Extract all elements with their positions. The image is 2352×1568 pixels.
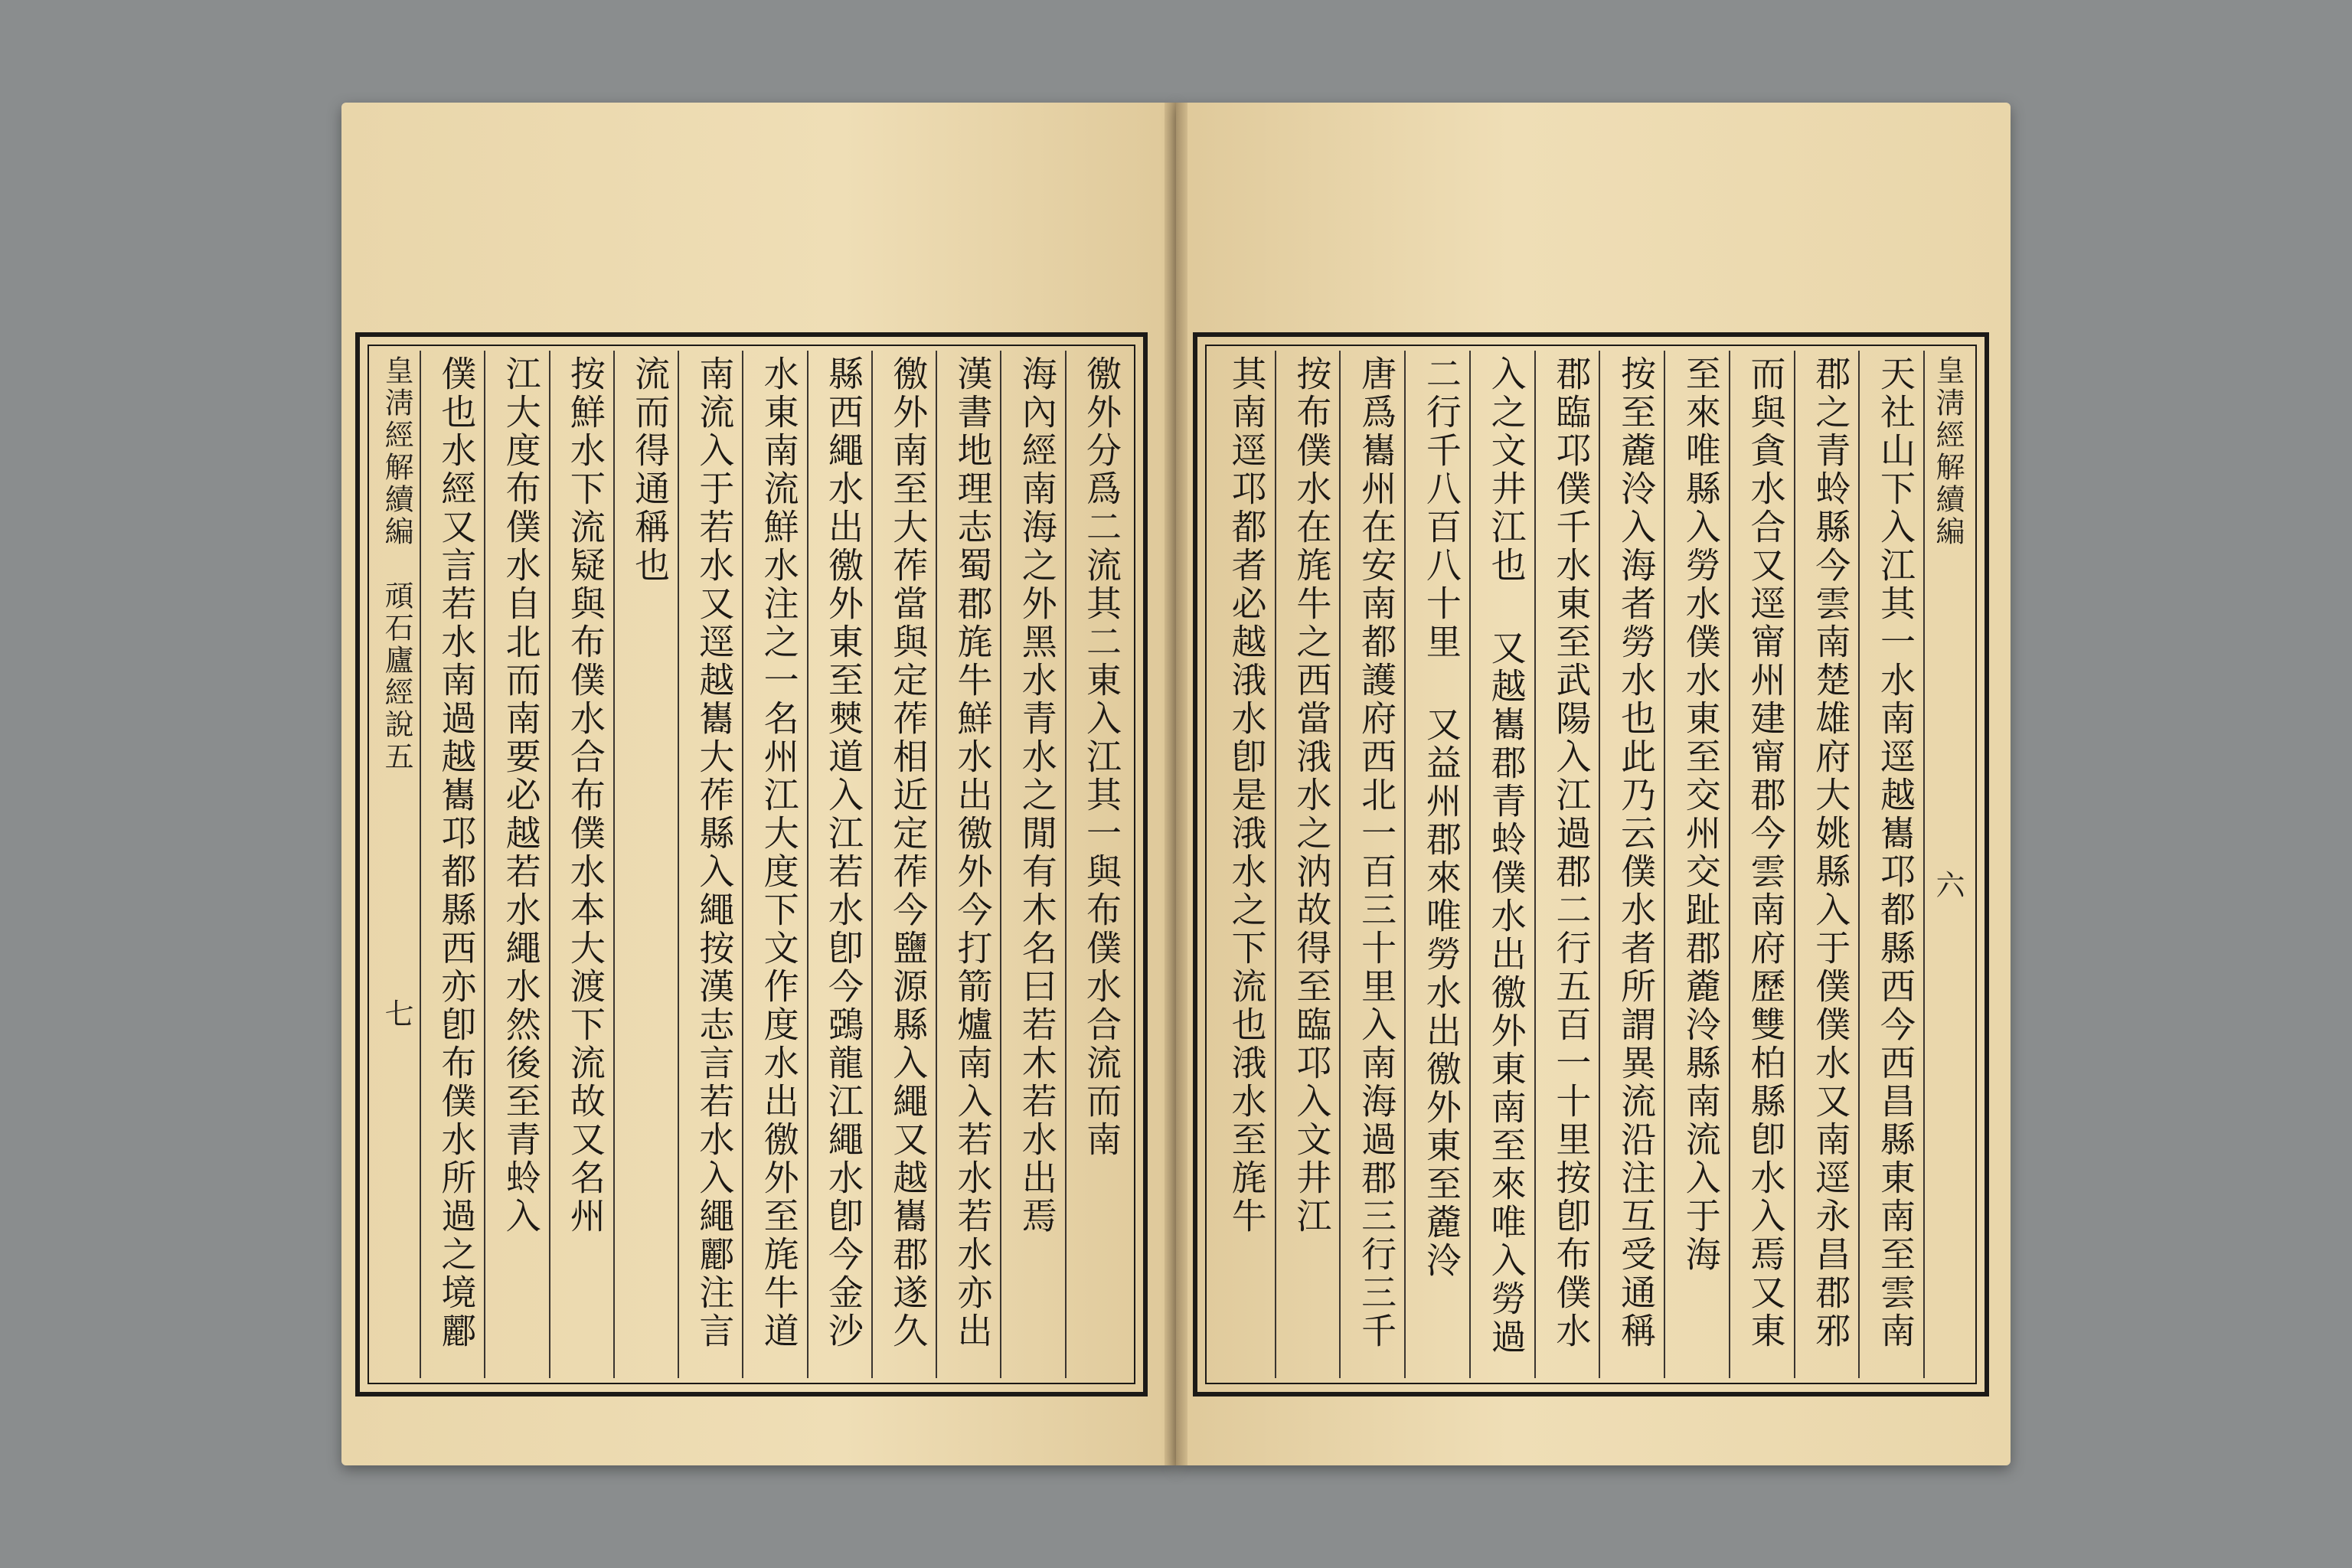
text-column: 徼外南至大莋當與定莋相近定莋今鹽源縣入繩又越巂郡遂久 — [871, 351, 936, 1378]
text-column: 至來唯縣入勞水僕水東至交州交趾郡麊泠縣南流入于海 — [1664, 351, 1729, 1378]
text-column: 江大度布僕水自北而南要必越若水繩水然後至青蛉入 — [484, 351, 548, 1378]
text-column: 天社山下入江其一水南逕越巂邛都縣西今西昌縣東南至雲南 — [1858, 351, 1923, 1378]
text-column: 縣西繩水出徼外東至僰道入江若水卽今鵶龍江繩水卽今金沙 — [807, 351, 871, 1378]
text-column: 二行千八百八十里 又益州郡來唯勞水出徼外東至麊泠 — [1404, 351, 1469, 1378]
text-column: 而與貪水合又逕甯州建甯郡今雲南府歷雙柏縣卽水入焉又東 — [1729, 351, 1794, 1378]
open-book — [341, 89, 2011, 1467]
text-column: 唐爲巂州在安南都護府西北一百三十里入南海過郡三行三千 — [1339, 351, 1404, 1378]
text-column: 水東南流鮮水注之一名州江大度下文作度水出徼外至旄牛道 — [742, 351, 806, 1378]
text-column: 按至麊泠入海者勞水也此乃云僕水者所謂異流沿注互受通稱 漢書地理志蜀 — [1599, 351, 1664, 1378]
left-text-frame — [355, 332, 1148, 1396]
right-columns — [1211, 351, 1971, 1378]
margin-title: 皇淸經解續編 — [1931, 355, 1965, 548]
page-number: 六 — [1931, 870, 1965, 902]
text-column: 流而得通稱也 — [613, 351, 678, 1378]
left-page — [341, 103, 1176, 1465]
text-column: 郡臨邛僕千水東至武陽入江過郡二行五百一十里按卽布僕水 — [1534, 351, 1599, 1378]
text-column: 其南逕邛都者必越涐水卽是涐水之下流也涐水至旄牛 — [1226, 355, 1268, 1236]
text-column: 郡之青蛉縣今雲南楚雄府大姚縣入于僕僕水又南逕永昌郡邪 — [1794, 351, 1859, 1378]
margin-subtitle: 頑石廬經說五 — [380, 580, 414, 773]
text-column: 海內經南海之外黑水青水之閒有木名曰若木若水出焉 — [1000, 351, 1064, 1378]
book-gutter — [1165, 103, 1187, 1465]
left-columns — [374, 351, 1129, 1378]
text-column: 漢書地理志蜀郡旄牛鮮水出徼外今打箭爐南入若水若水亦出 — [936, 351, 1000, 1378]
right-page — [1176, 103, 2011, 1465]
text-column: 按鮮水下流疑與布僕水合布僕水本大渡下流故又名州 — [549, 351, 613, 1378]
right-margin-column — [1923, 351, 1971, 1378]
text-column: 徼外分爲二流其二東入江其一與布僕水合流而南 — [1065, 351, 1129, 1378]
margin-title: 皇淸經解續編 — [380, 355, 414, 548]
text-column: 入之文井江也 又越巂郡青蛉僕水出徼外東南至來唯入勞過 — [1469, 351, 1534, 1378]
left-margin-column — [374, 351, 420, 1378]
right-text-frame — [1193, 332, 1989, 1396]
text-column: 按布僕水在旄牛之西當涐水之汭故得至臨邛入文井江 — [1275, 351, 1340, 1378]
page-number: 七 — [380, 998, 414, 1031]
text-column: 僕也水經又言若水南過越巂邛都縣西亦卽布僕水所過之境酈 — [420, 351, 484, 1378]
text-column: 南流入于若水又逕越巂大莋縣入繩按漢志言若水入繩酈注言 — [678, 351, 742, 1378]
